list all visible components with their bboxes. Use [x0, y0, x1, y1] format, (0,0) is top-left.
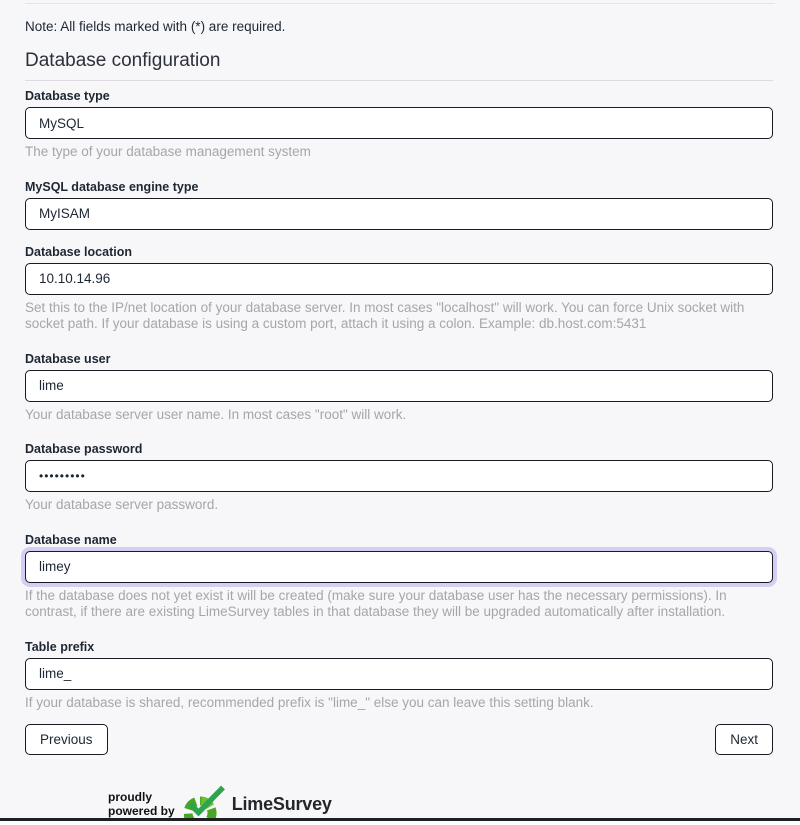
database-password-label: Database password: [25, 442, 143, 456]
database-type-help: The type of your database management system: [25, 144, 311, 159]
mysql-engine-type-label: MySQL database engine type: [25, 179, 199, 194]
field-database-type: [25, 89, 773, 161]
database-user-help: Your database server user name. In most cases "root" will work.: [25, 406, 407, 422]
mysql-engine-type-input[interactable]: [25, 198, 773, 230]
database-user-input[interactable]: [25, 370, 773, 402]
field-database-name: [25, 533, 773, 621]
database-location-help: Set this to the IP/net location of your database server. In most cases "localhost" will work. You can force Unix socket with socket path. If your database is using a custom port, attach it using a colon. Example: db.host.com:5431: [25, 299, 745, 331]
database-config-form: [25, 89, 773, 755]
powered-by-line2: powered by: [108, 803, 175, 818]
powered-by-line1: proudly: [108, 790, 152, 804]
previous-button[interactable]: Previous: [25, 724, 108, 755]
table-prefix-input[interactable]: [25, 658, 773, 690]
top-divider: [25, 3, 775, 4]
next-button[interactable]: Next: [715, 724, 773, 755]
field-mysql-engine-type: [25, 180, 773, 230]
form-actions: [25, 724, 773, 755]
field-database-location: [25, 245, 773, 333]
database-user-label: Database user: [25, 351, 111, 366]
database-name-label: Database name: [25, 532, 117, 547]
field-database-user: [25, 352, 773, 424]
database-location-input[interactable]: [25, 263, 773, 295]
field-table-prefix: [25, 640, 773, 712]
powered-by-text: [108, 791, 175, 818]
table-prefix-label: Table prefix: [25, 639, 95, 654]
database-name-help: If the database does not yet exist it will be created (make sure your database user has the necessary permissions). In contrast, if there are existing LimeSurvey tables in that database they will be upgraded automatically after installation.: [25, 587, 727, 619]
limesurvey-brand-text: LimeSurvey: [231, 794, 332, 814]
required-fields-note: Note: All fields marked with (*) are required.: [25, 19, 286, 34]
database-location-label: Database location: [25, 244, 132, 259]
database-type-label: Database type: [25, 89, 110, 103]
table-prefix-help: If your database is shared, recommended prefix is "lime_" else you can leave this setting blank.: [25, 694, 594, 710]
database-password-help: Your database server password.: [25, 497, 219, 512]
field-database-password: [25, 442, 773, 514]
database-password-input[interactable]: [25, 460, 773, 492]
database-name-input[interactable]: [25, 551, 773, 583]
database-type-input[interactable]: [25, 107, 773, 139]
content-area: [0, 19, 800, 755]
page-title: Database configuration: [25, 51, 773, 81]
bottom-gap: [0, 821, 800, 825]
